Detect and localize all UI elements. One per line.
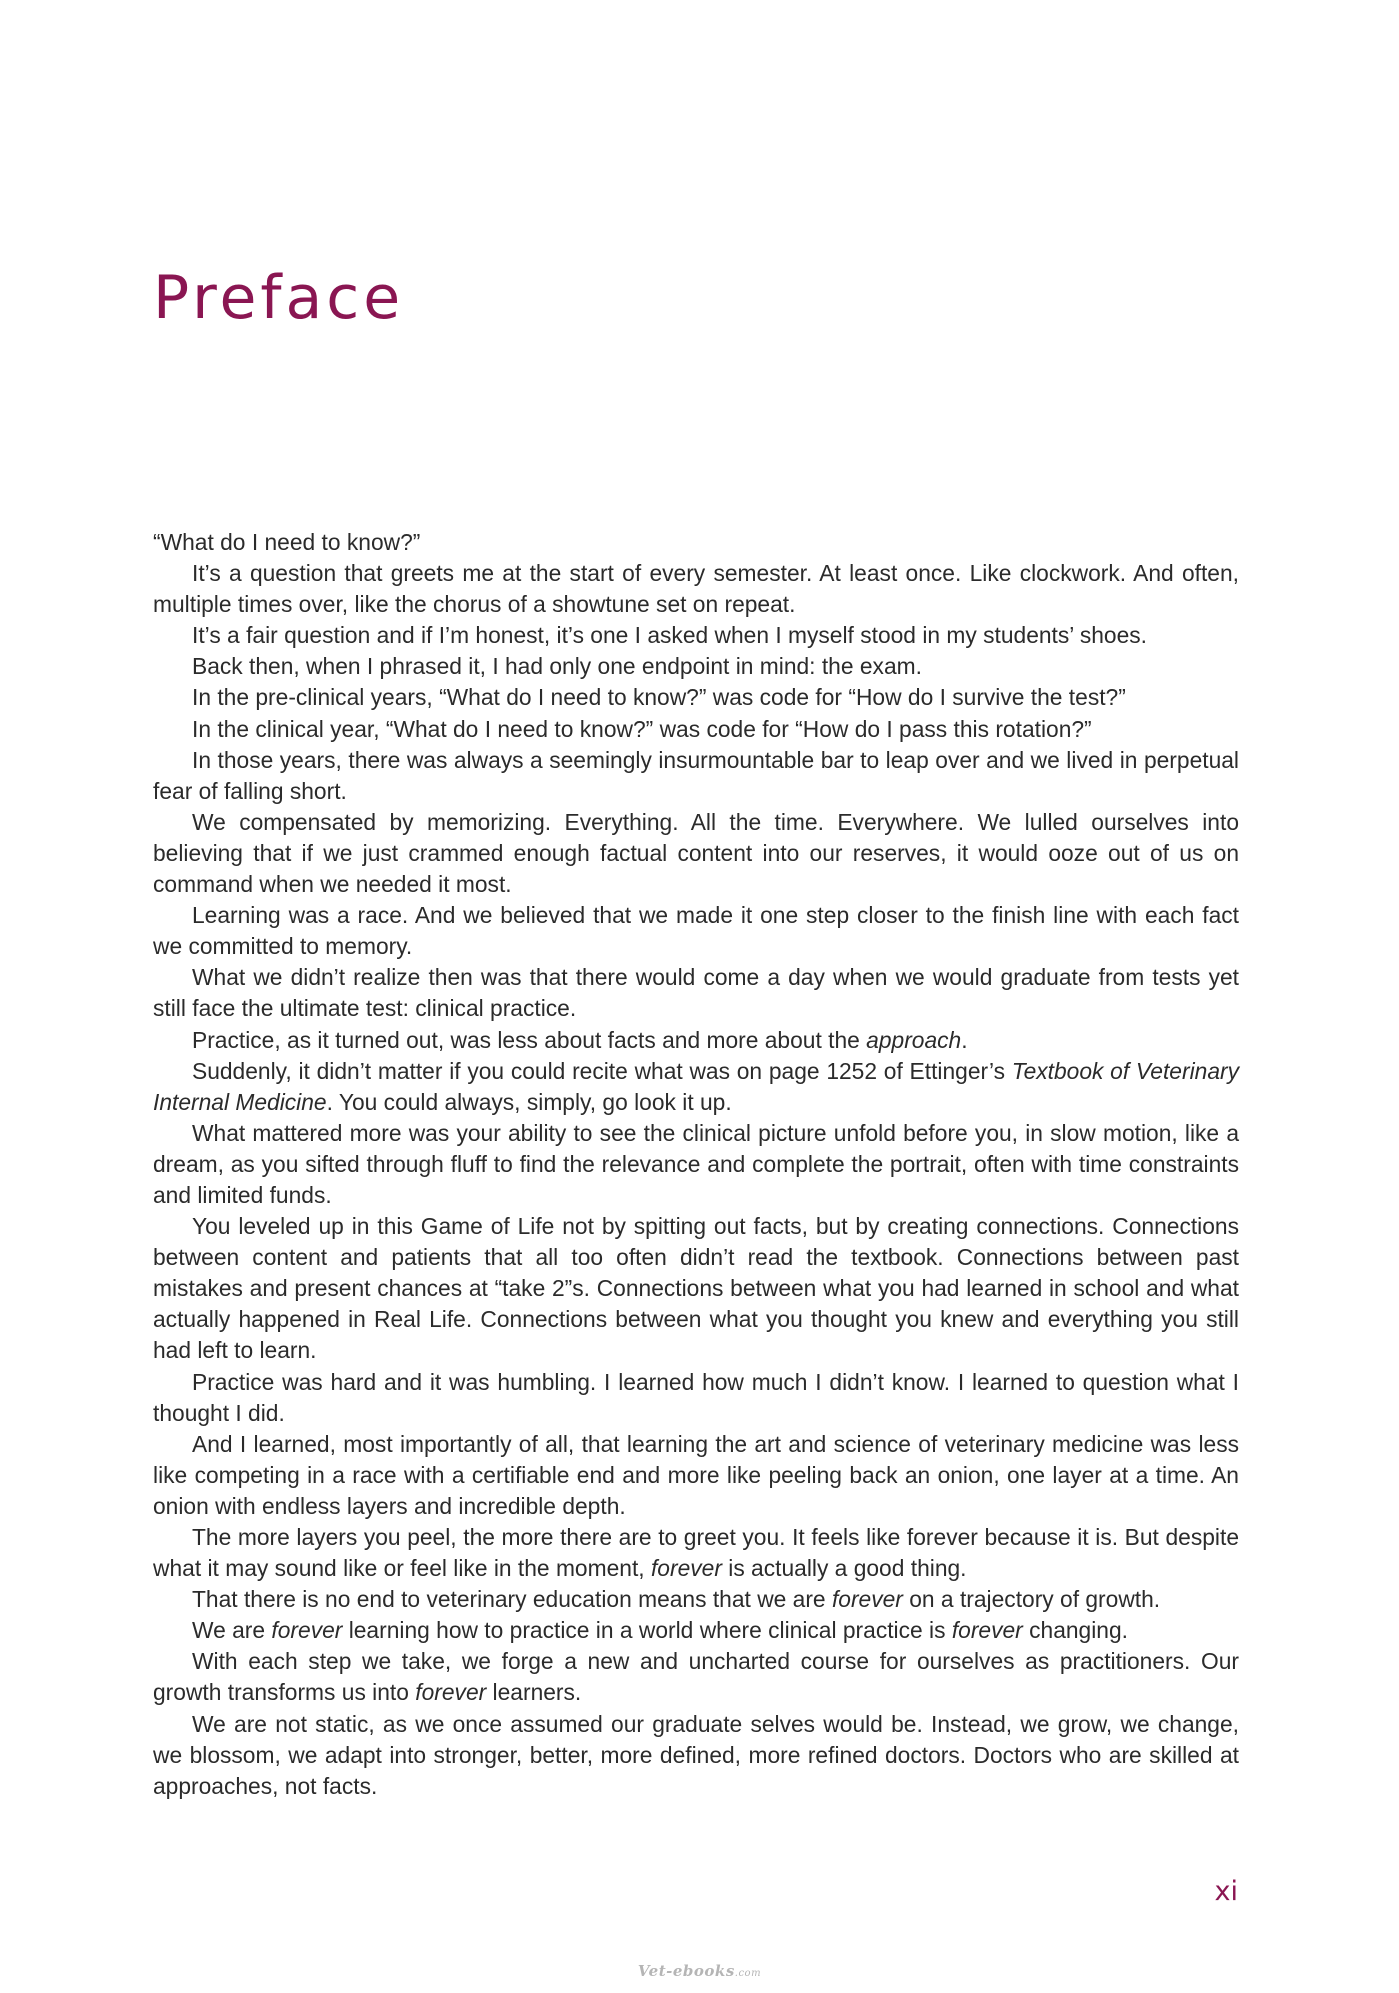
paragraph: We compensated by memorizing. Everything. All the time. Everywhere. We lulled ourselves into believing that if we just crammed enough factual content into our reserves, it would ooze out of us on command when we needed it most. — [153, 808, 1239, 898]
paragraph — [153, 1056, 1239, 1118]
page-title: Preface — [153, 263, 405, 333]
text-run: learning how to practice in a world where clinical practice is — [342, 1617, 952, 1644]
paragraph: In the clinical year, “What do I need to know?” was code for “How do I pass this rotation?” — [192, 715, 1092, 742]
paragraph — [153, 1615, 1239, 1646]
text-run: is actually a good thing. — [721, 1555, 967, 1582]
emphasis-text: approach — [866, 1026, 962, 1053]
paragraph: In those years, there was always a seemingly insurmountable bar to leap over and we lived in perpetual fear of falling short. — [153, 746, 1239, 804]
paragraph: It’s a question that greets me at the start of every semester. At least once. Like clockwork. And often, multiple times over, like the chorus of a showtune set on repeat. — [153, 560, 1239, 618]
emphasis-text: forever — [650, 1555, 722, 1582]
text-run: changing. — [1022, 1617, 1128, 1644]
paragraph: You leveled up in this Game of Life not by spitting out facts, but by creating connections. Connections between content and patients that all too often didn’t read the textbook. Connections between past mistakes and present chances at “take 2”s. Connections between what you had learned in school and what actually happened in Real Life. Connections between what you thought you knew and everything you still had left to learn. — [153, 1213, 1239, 1364]
paragraph — [153, 1025, 1239, 1056]
paragraph: What we didn’t realize then was that there would come a day when we would graduate from tests yet still face the ultimate test: clinical practice. — [153, 964, 1239, 1022]
text-run: . — [961, 1026, 968, 1053]
watermark-logo — [0, 1962, 1399, 1980]
paragraph — [153, 1584, 1239, 1615]
page-number: xi — [1214, 1876, 1238, 1907]
text-run: Practice, as it turned out, was less about facts and more about the — [192, 1026, 867, 1053]
paragraph: And I learned, most importantly of all, that learning the art and science of veterinary medicine was less like competing in a race with a certifiable end and more like peeling back an onion, one layer at a time. An onion with endless layers and incredible depth. — [153, 1430, 1239, 1519]
emphasis-text: forever — [415, 1679, 487, 1706]
text-run: Suddenly, it didn’t matter if you could recite what was on page 1252 of Ettinger’s — [192, 1057, 1012, 1084]
paragraph: In the pre-clinical years, “What do I need to know?” was code for “How do I survive the test?” — [192, 684, 1126, 711]
paragraph: It’s a fair question and if I’m honest, it’s one I asked when I myself stood in my students’ shoes. — [192, 622, 1148, 649]
emphasis-text: forever — [951, 1617, 1023, 1644]
book-title: Textbook of Veterinary Internal Medicine — [153, 1057, 1239, 1115]
text-run: With each step we take, we forge a new and uncharted course for ourselves as practitioners. Our growth transforms us into — [153, 1648, 1239, 1706]
text-run: . You could always, simply, go look it up. — [326, 1088, 732, 1115]
text-run: The more layers you peel, the more there are to greet you. It feels like forever because it is. But despite what it may sound like or feel like in the moment, — [153, 1524, 1239, 1582]
text-run: That there is no end to veterinary education means that we are — [192, 1586, 832, 1613]
emphasis-text: forever — [271, 1617, 343, 1644]
paragraph: We are not static, as we once assumed our graduate selves would be. Instead, we grow, we change, we blossom, we adapt into stronger, better, more defined, more refined doctors. Doctors who are skilled at approaches, not facts. — [153, 1710, 1239, 1799]
text-run: learners. — [486, 1679, 582, 1706]
paragraph — [153, 1646, 1239, 1708]
paragraph — [153, 1522, 1239, 1584]
paragraph: “What do I need to know?” — [153, 529, 421, 555]
paragraph: Learning was a race. And we believed that we made it one step closer to the finish line with each fact we committed to memory. — [153, 902, 1239, 960]
text-run: We are — [192, 1617, 272, 1644]
paragraph: Practice was hard and it was humbling. I learned how much I didn’t know. I learned to question what I thought I did. — [153, 1368, 1239, 1426]
watermark-suffix: .com — [734, 1968, 762, 1979]
emphasis-text: forever — [831, 1586, 903, 1613]
text-run: on a trajectory of growth. — [902, 1586, 1161, 1613]
watermark-text: Vet-ebooks — [637, 1962, 735, 1980]
paragraph: Back then, when I phrased it, I had only one endpoint in mind: the exam. — [192, 653, 922, 680]
paragraph: What mattered more was your ability to see the clinical picture unfold before you, in slow motion, like a dream, as you sifted through fluff to find the relevance and complete the portrait, often with time constraints and limited funds. — [153, 1119, 1239, 1208]
preface-body — [153, 527, 1239, 1802]
